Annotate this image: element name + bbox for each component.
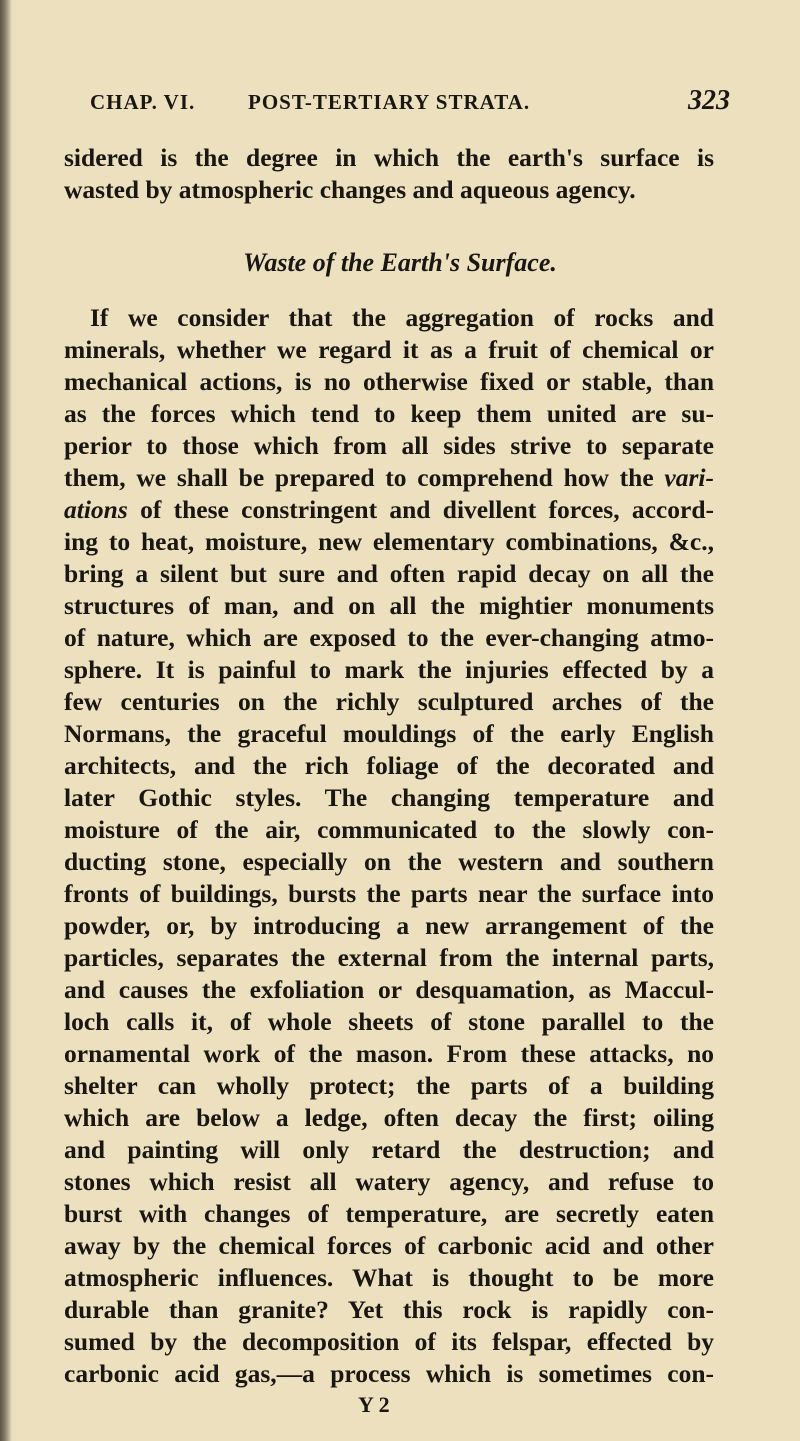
text-line: away by the chemical forces of carbonic acid and other [64,1231,714,1260]
text-line: and causes the exfoliation or desquamation, as Maccul- [64,975,714,1004]
text-line: sidered is the degree in which the earth's surface is [64,143,714,172]
text-line: sphere. It is painful to mark the injuries effected by a [64,655,714,684]
text-line: wasted by atmospheric changes and aqueous agency. [64,175,636,204]
text-line: as the forces which tend to keep them united are su- [64,399,714,428]
section-heading: Waste of the Earth's Surface. [243,248,557,277]
text-fragment: them, we shall be prepared to comprehend how the [64,463,665,492]
text-line [64,462,714,494]
text-line: and painting will only retard the destruction; and [64,1135,714,1164]
running-title: POST-TERTIARY STRATA. [248,90,531,114]
text-line: burst with changes of temperature, are secretly eaten [64,1199,714,1228]
text-line: loch calls it, of whole sheets of stone parallel to the [64,1007,714,1036]
text-line: sumed by the decomposition of its felspar, effected by [64,1327,714,1356]
text-line: atmospheric influences. What is thought to be more [64,1263,714,1292]
text-line: ing to heat, moisture, new elementary combinations, &c., [64,527,714,556]
text-line: which are below a ledge, often decay the first; oiling [64,1103,714,1132]
text-line: fronts of buildings, bursts the parts near the surface into [64,879,714,908]
signature-mark: Y 2 [358,1392,390,1417]
text-line: of nature, which are exposed to the ever-changing atmo- [64,623,714,652]
text-line: powder, or, by introducing a new arrangement of the [64,911,714,940]
page-number: 323 [688,85,730,116]
text-line: stones which resist all watery agency, and refuse to [64,1167,714,1196]
text-line: bring a silent but sure and often rapid decay on all the [64,559,714,588]
binding-shadow [0,0,12,1441]
italic-fragment: vari- [664,463,714,492]
text-line: later Gothic styles. The changing temperature and [64,783,714,812]
text-fragment: of these constringent and divellent forces, accord- [127,495,714,524]
text-line: If we consider that the aggregation of rocks and [90,303,714,332]
text-line: Normans, the graceful mouldings of the early English [64,719,714,748]
text-line: shelter can wholly protect; the parts of a building [64,1071,714,1100]
text-line: mechanical actions, is no otherwise fixed or stable, than [64,367,714,396]
text-line: minerals, whether we regard it as a fruit of chemical or [64,335,714,364]
running-header [90,85,730,120]
text-line: carbonic acid gas,—a process which is sometimes con- [64,1359,714,1388]
text-line: architects, and the rich foliage of the decorated and [64,751,714,780]
text-line: moisture of the air, communicated to the slowly con- [64,815,714,844]
text-line: ducting stone, especially on the western and southern [64,847,714,876]
text-line: ornamental work of the mason. From these attacks, no [64,1039,714,1068]
chapter-label: CHAP. VI. [90,90,196,114]
text-line: durable than granite? Yet this rock is rapidly con- [64,1295,714,1324]
italic-fragment: ations [64,495,128,524]
text-line [64,494,714,526]
text-line: particles, separates the external from the internal parts, [64,943,714,972]
text-line: structures of man, and on all the mightier monuments [64,591,714,620]
text-line: perior to those which from all sides strive to separate [64,431,714,460]
text-line: few centuries on the richly sculptured arches of the [64,687,714,716]
